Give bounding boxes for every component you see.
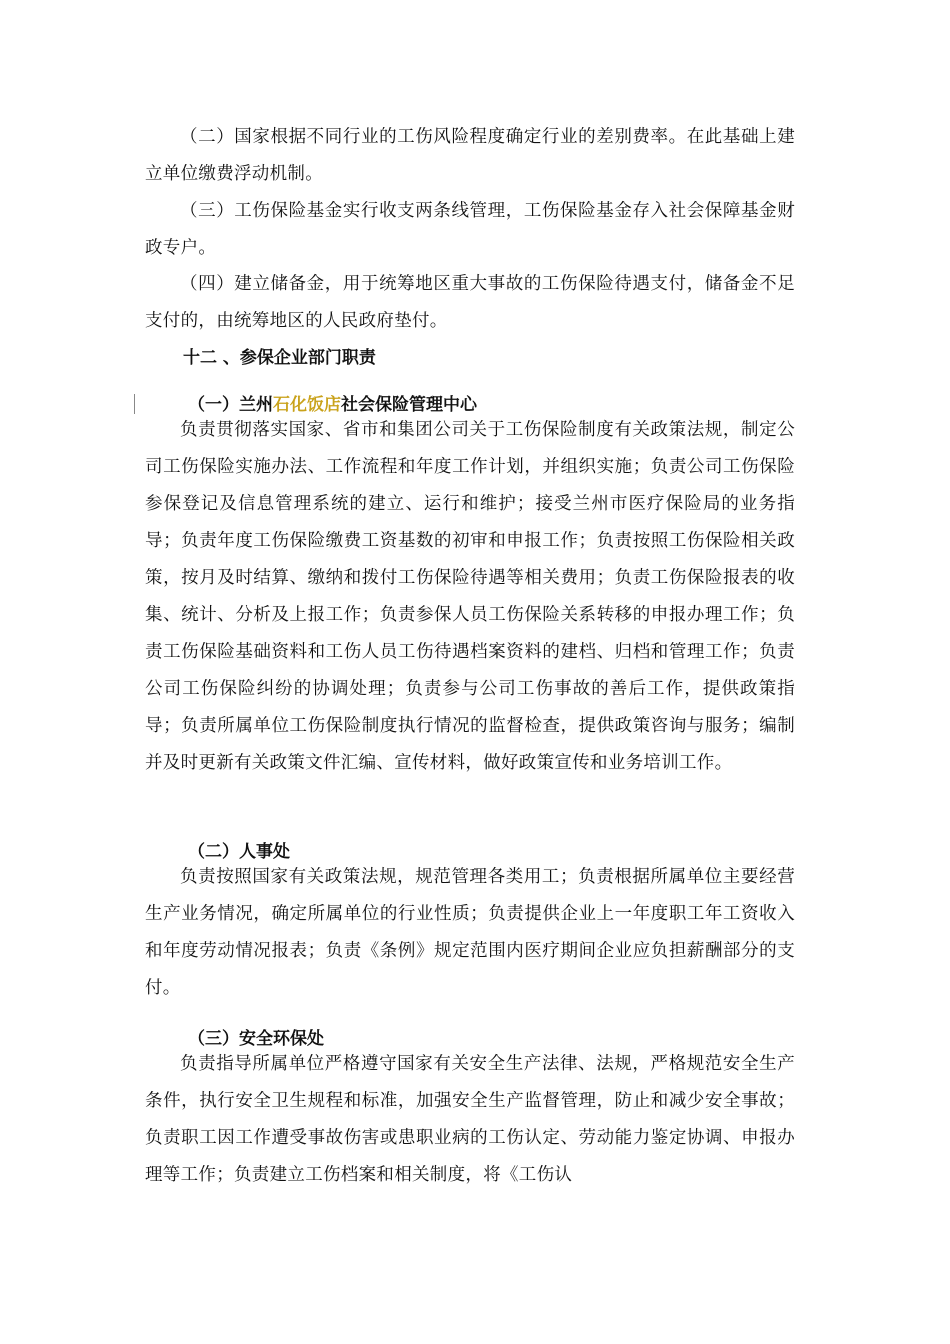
dept3-heading: （三）安全环保处 [188,1029,324,1049]
dept2-heading: （二）人事处 [188,842,290,862]
paragraph-fund-management: （三）工伤保险基金实行收支两条线管理，工伤保险基金存入社会保障基金财政专户。 [145,201,795,258]
paragraph-fund-rates: （二）国家根据不同行业的工伤风险程度确定行业的差别费率。在此基础上建立单位缴费浮动机制。 [145,127,795,184]
dept1-body: 负责贯彻落实国家、省市和集团公司关于工伤保险制度有关政策法规，制定公司工伤保险实施办法、工作流程和年度工作计划，并组织实施；负责公司工伤保险参保登记及信息管理系统的建立、运行和维护；接受兰州市医疗保险局的业务指导；负责年度工伤保险缴费工资基数的初审和申报工作；负责按照工伤保险相关政策，按月及时结算、缴纳和拨付工伤保险待遇等相关费用；负责工伤保险报表的收集、统计、分析及上报工作；负责参保人员工伤保险关系转移的申报办理工作；负责工伤保险基础资料和工伤人员工伤待遇档案资料的建档、归档和管理工作；负责公司工伤保险纠纷的协调处理；负责参与公司工伤事故的善后工作，提供政策指导；负责所属单位工伤保险制度执行情况的监督检查，提供政策咨询与服务；编制并及时更新有关政策文件汇编、宣传材料，做好政策宣传和业务培训工作。 [145,420,795,773]
dept1-heading-highlight: 石化饭店 [273,395,341,415]
dept3-body: 负责指导所属单位严格遵守国家有关安全生产法律、法规，严格规范安全生产条件，执行安全卫生规程和标准，加强安全生产监督管理，防止和减少安全事故；负责职工因工作遭受事故伤害或患职业病的工伤认定、劳动能力鉴定协调、申报办理等工作；负责建立工伤档案和相关制度，将《工伤认 [145,1054,795,1185]
text-cursor [134,394,135,414]
paragraph-reserve-fund: （四）建立储备金，用于统筹地区重大事故的工伤保险待遇支付，储备金不足支付的，由统筹地区的人民政府垫付。 [145,274,795,331]
dept2-body: 负责按照国家有关政策法规，规范管理各类用工；负责根据所属单位主要经营生产业务情况，确定所属单位的行业性质；负责提供企业上一年度职工年工资收入和年度劳动情况报表；负责《条例》规定范围内医疗期间企业应负担薪酬部分的支付。 [145,867,795,998]
dept1-heading-suffix: 社会保险管理中心 [341,395,477,415]
section-heading-12: 十二 、参保企业部门职责 [183,348,376,368]
dept1-heading-prefix: （一）兰州 [188,395,273,415]
